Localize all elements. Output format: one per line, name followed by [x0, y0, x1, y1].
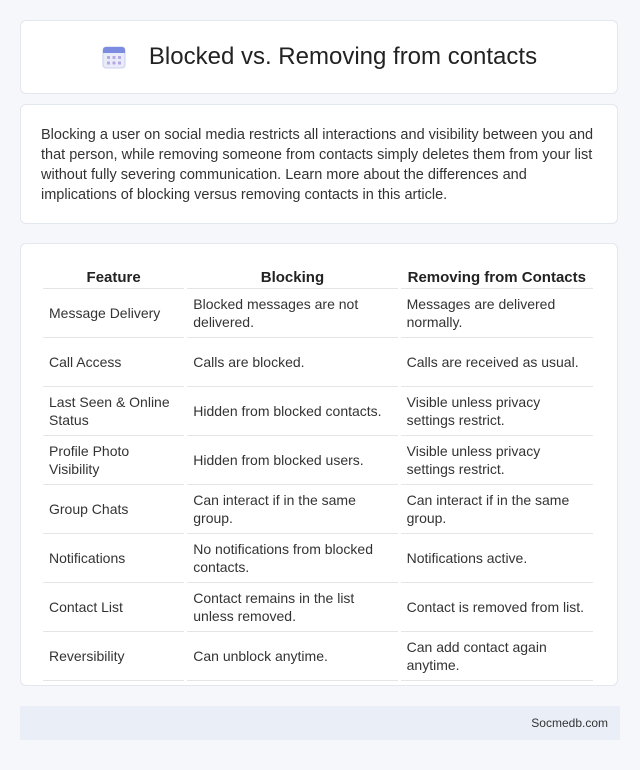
table-cell: Hidden from blocked users.	[187, 436, 397, 485]
table-cell: Contact is removed from list.	[401, 583, 593, 632]
table-cell: No notifications from blocked contacts.	[187, 534, 397, 583]
table-header-row	[43, 264, 593, 289]
table-cell: Calls are received as usual.	[401, 338, 593, 387]
table-cell: Can interact if in the same group.	[187, 485, 397, 534]
table-cell: Visible unless privacy settings restrict.	[401, 436, 593, 485]
table-row	[43, 534, 593, 583]
page-title: Blocked vs. Removing from contacts	[148, 43, 538, 70]
table-cell: Hidden from blocked contacts.	[187, 387, 397, 436]
table-cell: Group Chats	[43, 485, 184, 534]
site-name[interactable]: Socmedb.com	[531, 716, 608, 730]
column-header: Blocking	[187, 264, 397, 289]
table-cell: Visible unless privacy settings restrict.	[401, 387, 593, 436]
table-cell: Can interact if in the same group.	[401, 485, 593, 534]
table-cell: Can add contact again anytime.	[401, 632, 593, 681]
table-row	[43, 338, 593, 387]
table-cell: Message Delivery	[43, 289, 184, 338]
table-row	[43, 436, 593, 485]
table-row	[43, 583, 593, 632]
intro-card	[20, 104, 618, 224]
footer	[20, 706, 620, 740]
table-row	[43, 632, 593, 681]
table-cell: Messages are delivered normally.	[401, 289, 593, 338]
table-cell: Blocked messages are not delivered.	[187, 289, 397, 338]
table-cell: Notifications active.	[401, 534, 593, 583]
table-cell: Profile Photo Visibility	[43, 436, 184, 485]
table-cell: Can unblock anytime.	[187, 632, 397, 681]
title-card	[20, 20, 618, 94]
comparison-table	[40, 264, 596, 681]
column-header: Feature	[43, 264, 184, 289]
table-cell: Call Access	[43, 338, 184, 387]
table-cell: Reversibility	[43, 632, 184, 681]
column-header: Removing from Contacts	[401, 264, 593, 289]
table-cell: Notifications	[43, 534, 184, 583]
comparison-card	[20, 243, 618, 686]
intro-text: Blocking a user on social media restricts all interactions and visibility between you and that person, while removing someone from contacts simply deletes them from your list without fully severing communication. Learn more about the differences and implications of blocking versus removing contacts in this article.	[41, 127, 594, 203]
table-cell: Contact remains in the list unless removed.	[187, 583, 397, 632]
table-cell: Contact List	[43, 583, 184, 632]
table-row	[43, 387, 593, 436]
calendar-icon	[101, 44, 127, 70]
table-cell: Last Seen & Online Status	[43, 387, 184, 436]
table-row	[43, 485, 593, 534]
table-cell: Calls are blocked.	[187, 338, 397, 387]
table-row	[43, 289, 593, 338]
